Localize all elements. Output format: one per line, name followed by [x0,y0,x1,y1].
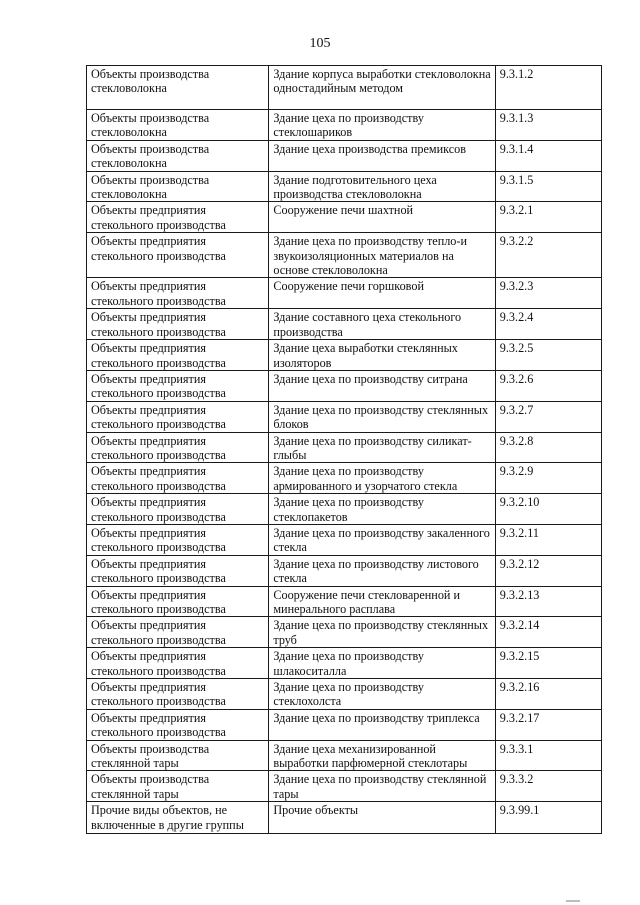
code-cell: 9.3.1.2 [495,66,601,110]
table-row [87,494,602,525]
code-cell: 9.3.2.3 [495,278,601,309]
object-cell: Здание цеха по производству стеклопакетов [269,494,495,525]
table-row [87,401,602,432]
table-row [87,278,602,309]
object-cell: Здание цеха механизированной выработки парфюмерной стеклотары [269,740,495,771]
table-body [87,66,602,834]
group-cell: Объекты предприятия стекольного производства [87,278,269,309]
code-cell: 9.3.2.13 [495,586,601,617]
code-cell: 9.3.2.8 [495,432,601,463]
group-cell: Объекты предприятия стекольного производства [87,586,269,617]
object-cell: Здание цеха по производству стеклянных труб [269,617,495,648]
object-cell: Здание цеха по производству силикат-глыбы [269,432,495,463]
group-cell: Объекты предприятия стекольного производства [87,494,269,525]
code-cell: 9.3.3.1 [495,740,601,771]
code-cell: 9.3.1.5 [495,171,601,202]
object-cell: Здание подготовительного цеха производства стекловолокна [269,171,495,202]
code-cell: 9.3.2.5 [495,340,601,371]
table-row [87,202,602,233]
object-cell: Здание цеха по производству триплекса [269,709,495,740]
group-cell: Объекты предприятия стекольного производства [87,370,269,401]
table-row [87,679,602,710]
object-cell: Сооружение печи стекловаренной и минерального расплава [269,586,495,617]
table-row [87,802,602,834]
code-cell: 9.3.2.17 [495,709,601,740]
code-cell: 9.3.2.1 [495,202,601,233]
code-cell: 9.3.2.11 [495,524,601,555]
table-row [87,110,602,141]
group-cell: Объекты производства стекловолокна [87,66,269,110]
table-row [87,432,602,463]
group-cell: Объекты предприятия стекольного производства [87,617,269,648]
code-cell: 9.3.2.6 [495,370,601,401]
code-cell: 9.3.2.16 [495,679,601,710]
code-cell: 9.3.2.2 [495,233,601,278]
code-cell: 9.3.2.12 [495,555,601,586]
table-row [87,617,602,648]
code-cell: 9.3.2.10 [495,494,601,525]
group-cell: Объекты производства стекловолокна [87,140,269,171]
table-row [87,66,602,110]
classification-table [86,65,602,834]
code-cell: 9.3.2.15 [495,648,601,679]
object-cell: Здание цеха по производству стеклошариков [269,110,495,141]
object-cell: Здание цеха производства премиксов [269,140,495,171]
table-row [87,233,602,278]
group-cell: Объекты предприятия стекольного производства [87,679,269,710]
object-cell: Здание цеха по производству закаленного стекла [269,524,495,555]
group-cell: Объекты производства стекловолокна [87,171,269,202]
code-cell: 9.3.2.9 [495,463,601,494]
group-cell: Объекты предприятия стекольного производства [87,309,269,340]
object-cell: Прочие объекты [269,802,495,834]
object-cell: Здание цеха по производству стеклянной тары [269,771,495,802]
table-row [87,586,602,617]
table-row [87,463,602,494]
code-cell: 9.3.3.2 [495,771,601,802]
group-cell: Объекты производства стеклянной тары [87,740,269,771]
group-cell: Объекты предприятия стекольного производства [87,709,269,740]
object-cell: Сооружение печи шахтной [269,202,495,233]
table-row [87,555,602,586]
scan-artifact-mark [566,900,580,902]
table-row [87,309,602,340]
code-cell: 9.3.1.3 [495,110,601,141]
table-row [87,140,602,171]
code-cell: 9.3.2.14 [495,617,601,648]
group-cell: Объекты предприятия стекольного производства [87,432,269,463]
table-row [87,709,602,740]
group-cell: Объекты предприятия стекольного производства [87,524,269,555]
page-number: 105 [309,36,331,51]
group-cell: Объекты предприятия стекольного производства [87,401,269,432]
table-row [87,370,602,401]
group-cell: Объекты производства стекловолокна [87,110,269,141]
table-row [87,340,602,371]
group-cell: Объекты предприятия стекольного производства [87,233,269,278]
group-cell: Прочие виды объектов, не включенные в другие группы [87,802,269,834]
group-cell: Объекты предприятия стекольного производства [87,463,269,494]
object-cell: Здание цеха выработки стеклянных изоляторов [269,340,495,371]
table-row [87,648,602,679]
object-cell: Здание составного цеха стекольного производства [269,309,495,340]
group-cell: Объекты производства стеклянной тары [87,771,269,802]
object-cell: Здание цеха по производству шлакоситалла [269,648,495,679]
table-row [87,524,602,555]
object-cell: Здание цеха по производству стеклохолста [269,679,495,710]
group-cell: Объекты предприятия стекольного производства [87,202,269,233]
group-cell: Объекты предприятия стекольного производства [87,648,269,679]
table-row [87,171,602,202]
code-cell: 9.3.2.4 [495,309,601,340]
table-row [87,740,602,771]
table-row [87,771,602,802]
object-cell: Здание цеха по производству тепло-и звукоизоляционных материалов на основе стекловолокна [269,233,495,278]
object-cell: Здание цеха по производству стеклянных блоков [269,401,495,432]
group-cell: Объекты предприятия стекольного производства [87,340,269,371]
code-cell: 9.3.99.1 [495,802,601,834]
object-cell: Здание цеха по производству армированного и узорчатого стекла [269,463,495,494]
object-cell: Сооружение печи горшковой [269,278,495,309]
object-cell: Здание цеха по производству ситрана [269,370,495,401]
code-cell: 9.3.1.4 [495,140,601,171]
object-cell: Здание цеха по производству листового стекла [269,555,495,586]
code-cell: 9.3.2.7 [495,401,601,432]
object-cell: Здание корпуса выработки стекловолокна одностадийным методом [269,66,495,110]
group-cell: Объекты предприятия стекольного производства [87,555,269,586]
